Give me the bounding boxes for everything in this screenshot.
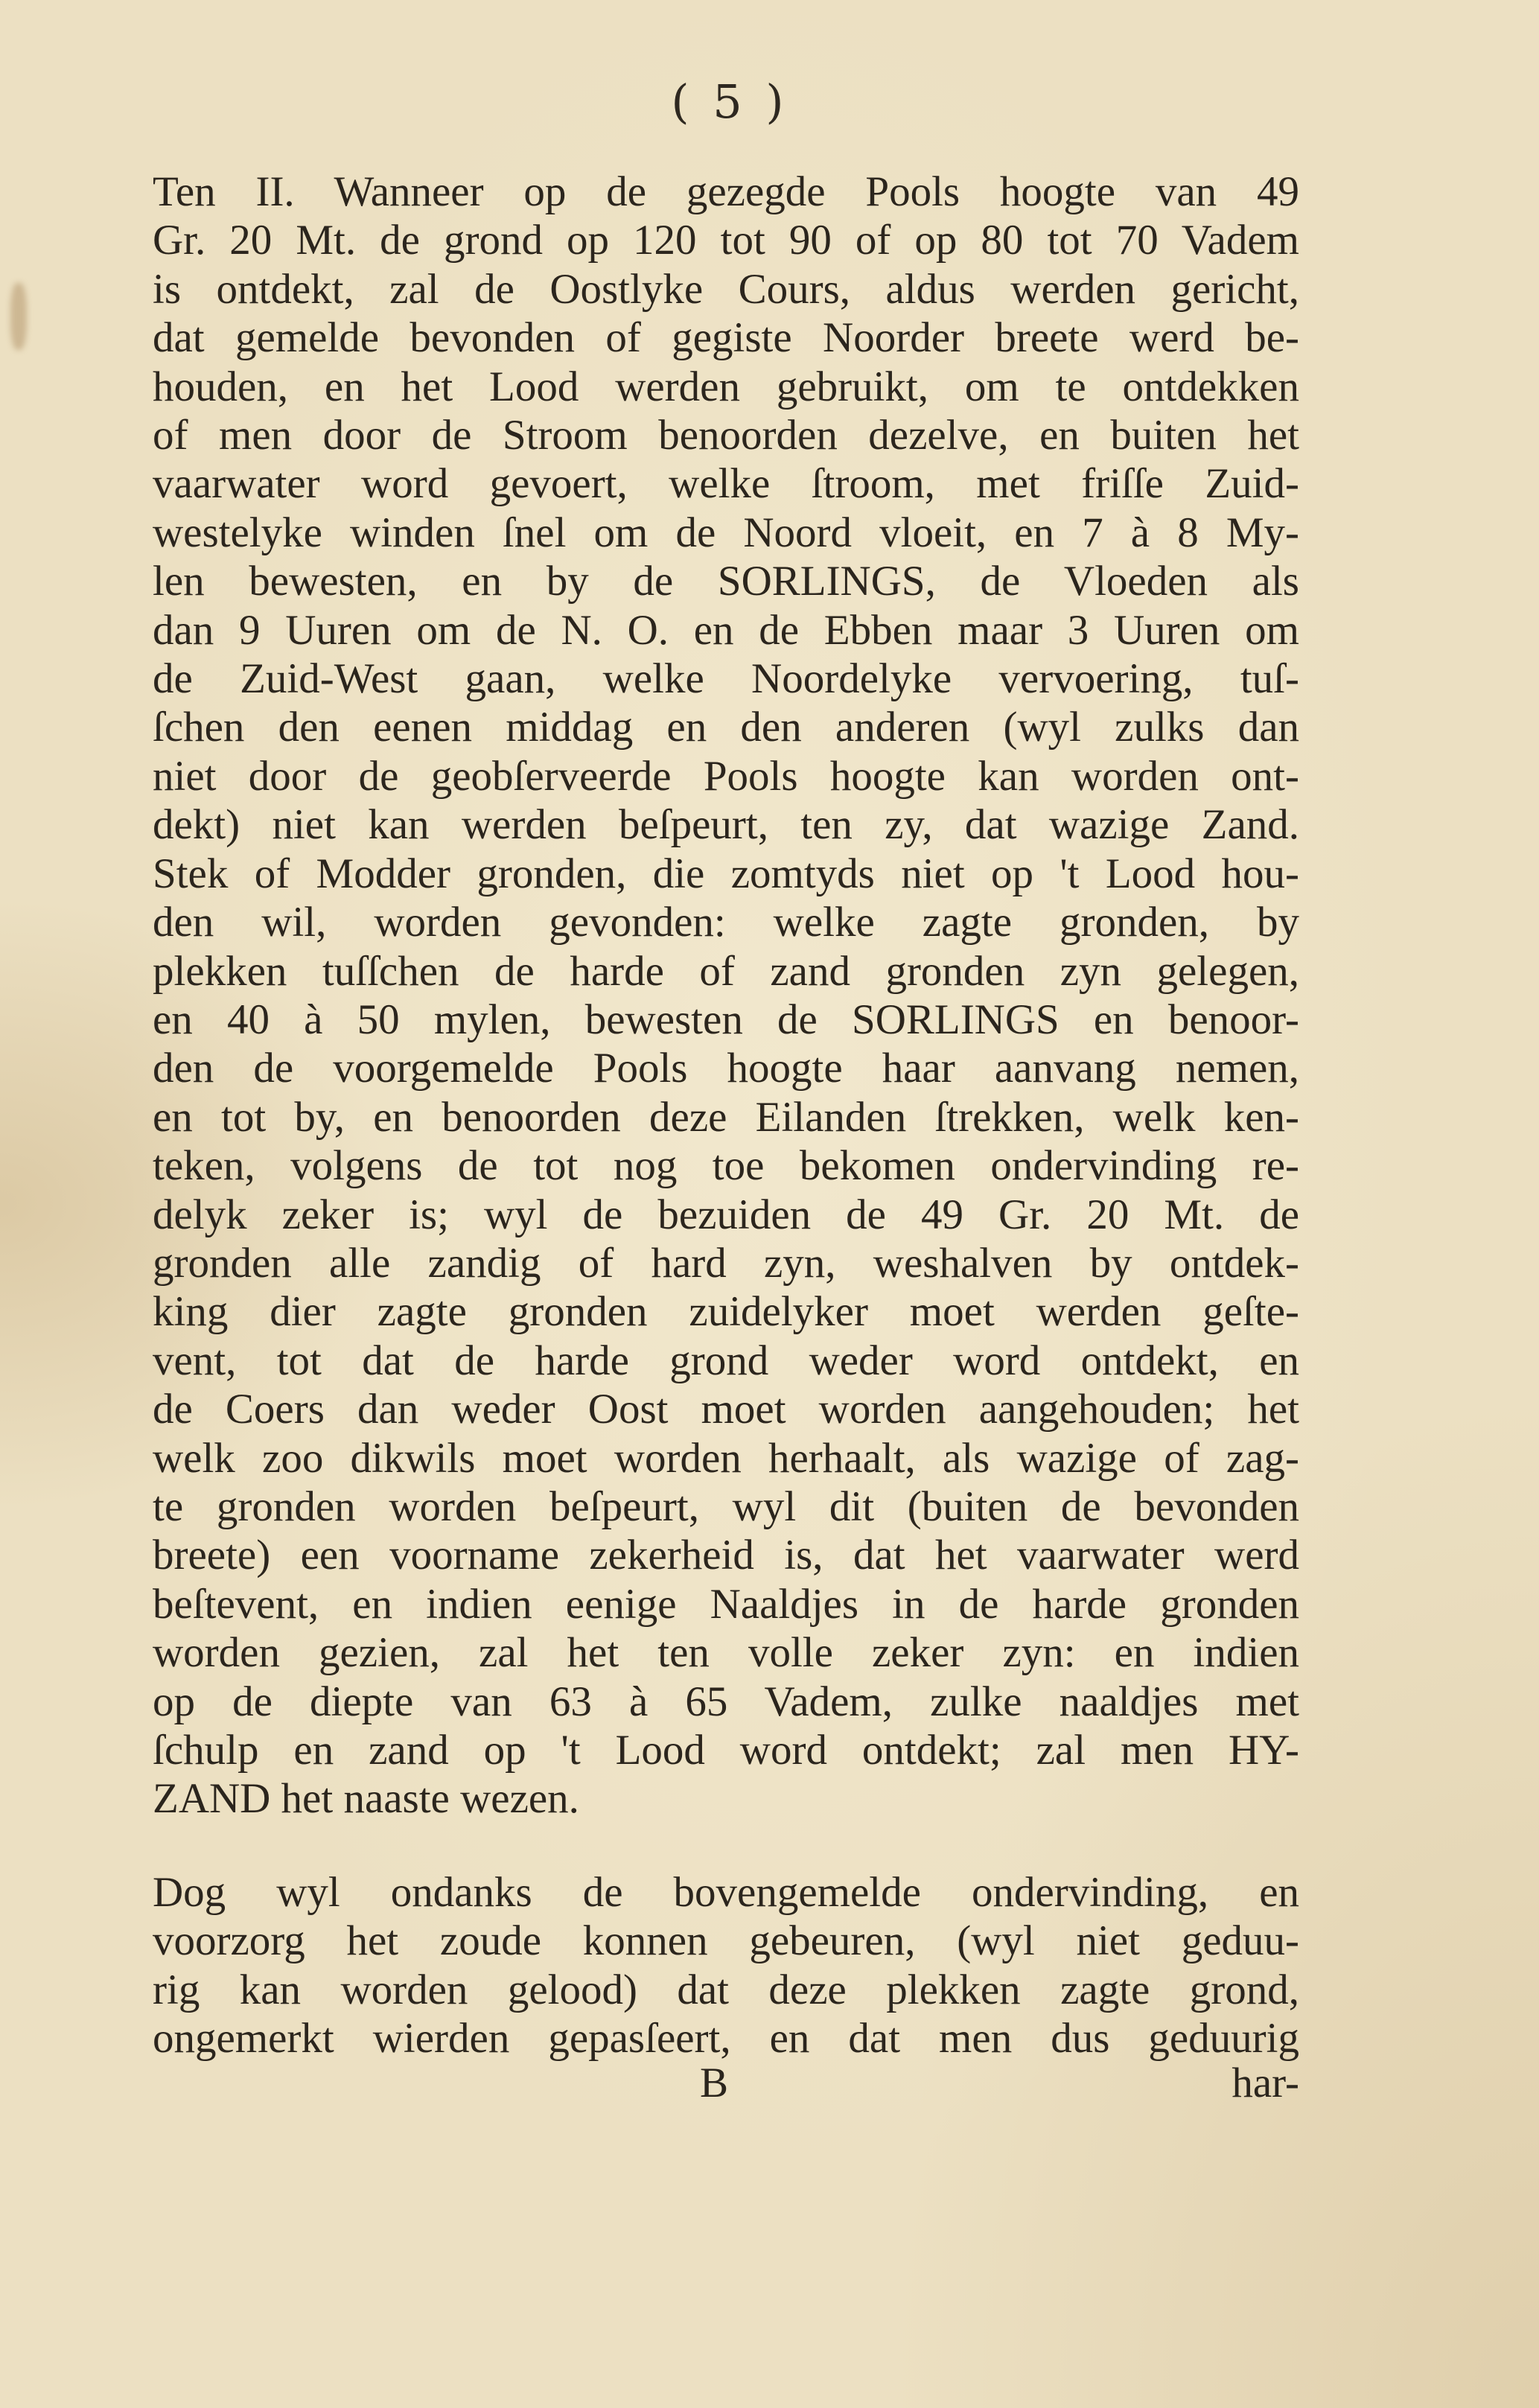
body-text	[153, 168, 1299, 2063]
text-line: niet door de geobſerveerde Pools hoogte kan worden ont-	[153, 752, 1299, 800]
text-line: worden gezien, zal het ten volle zeker zyn: en indien	[153, 1629, 1299, 1677]
text-line: of men door de Stroom benoorden dezelve, en buiten het	[153, 412, 1299, 459]
text-line: vent, tot dat de harde grond weder word ontdekt, en	[153, 1337, 1299, 1384]
text-line: Dog wyl ondanks de bovengemelde ondervinding, en	[153, 1868, 1299, 1916]
text-line: Stek of Modder gronden, die zomtyds niet op 't Lood hou-	[153, 850, 1299, 897]
paragraph-1	[153, 168, 1299, 1823]
text-line: ZAND het naaste wezen.	[153, 1775, 579, 1823]
text-line: delyk zeker is; wyl de bezuiden de 49 Gr. 20 Mt. de	[153, 1191, 1299, 1238]
signature-mark: B	[700, 2060, 729, 2106]
text-line: plekken tuſſchen de harde of zand gronden zyn gelegen,	[153, 947, 1299, 995]
text-line: ſchen den eenen middag en den anderen (wyl zulks dan	[153, 704, 1299, 751]
text-line: en 40 à 50 mylen, bewesten de SORLINGS en benoor-	[153, 996, 1299, 1043]
text-line: king dier zagte gronden zuidelyker moet werden geſte-	[153, 1288, 1299, 1336]
text-line: welk zoo dikwils moet worden herhaalt, als wazige of zag-	[153, 1434, 1299, 1482]
text-line: de Coers dan weder Oost moet worden aangehouden; het	[153, 1386, 1299, 1433]
text-line: op de diepte van 63 à 65 Vadem, zulke naaldjes met	[153, 1678, 1299, 1725]
text-line: len bewesten, en by de SORLINGS, de Vloeden als	[153, 558, 1299, 605]
text-line: voorzorg het zoude konnen gebeuren, (wyl niet geduu-	[153, 1917, 1299, 1965]
text-line: ongemerkt wierden gepasſeert, en dat men dus geduurig	[153, 2015, 1299, 2063]
page-number: ( 5 )	[671, 74, 788, 129]
text-line: is ontdekt, zal de Oostlyke Cours, aldus werden gericht,	[153, 265, 1299, 313]
text-line: ſchulp en zand op 't Lood word ontdekt; zal men HY-	[153, 1727, 1299, 1774]
text-line: beſtevent, en indien eenige Naaldjes in de harde gronden	[153, 1580, 1299, 1628]
text-line: dat gemelde bevonden of gegiste Noorder breete werd be-	[153, 314, 1299, 362]
text-line: dan 9 Uuren om de N. O. en de Ebben maar 3 Uuren om	[153, 606, 1299, 654]
text-line: Ten II. Wanneer op de gezegde Pools hoogte van 49	[153, 168, 1299, 215]
text-line: te gronden worden beſpeurt, wyl dit (buiten de bevonden	[153, 1482, 1299, 1530]
page-footer	[153, 2059, 1299, 2111]
page-stain	[10, 283, 27, 350]
text-line: vaarwater word gevoert, welke ſtroom, met friſſe Zuid-	[153, 460, 1299, 508]
text-line: den de voorgemelde Pools hoogte haar aanvang nemen,	[153, 1045, 1299, 1092]
text-line: dekt) niet kan werden beſpeurt, ten zy, dat wazige Zand.	[153, 801, 1299, 849]
paragraph-2	[153, 1868, 1299, 2063]
text-line: breete) een voorname zekerheid is, dat het vaarwater werd	[153, 1532, 1299, 1579]
text-line: teken, volgens de tot nog toe bekomen ondervinding re-	[153, 1142, 1299, 1190]
paragraph-gap	[153, 1823, 1299, 1868]
text-line: den wil, worden gevonden: welke zagte gronden, by	[153, 899, 1299, 946]
text-line: en tot by, en benoorden deze Eilanden ſtrekken, welk ken-	[153, 1093, 1299, 1141]
text-line: Gr. 20 Mt. de grond op 120 tot 90 of op 80 tot 70 Vadem	[153, 217, 1299, 264]
text-line: houden, en het Lood werden gebruikt, om te ontdekken	[153, 363, 1299, 410]
text-line: rig kan worden gelood) dat deze plekken zagte grond,	[153, 1966, 1299, 2013]
text-line: westelyke winden ſnel om de Noord vloeit, en 7 à 8 My-	[153, 509, 1299, 556]
text-line: de Zuid-West gaan, welke Noordelyke vervoering, tuſ-	[153, 655, 1299, 703]
catchword: har-	[1231, 2060, 1299, 2106]
text-line: gronden alle zandig of hard zyn, weshalven by ontdek-	[153, 1239, 1299, 1287]
